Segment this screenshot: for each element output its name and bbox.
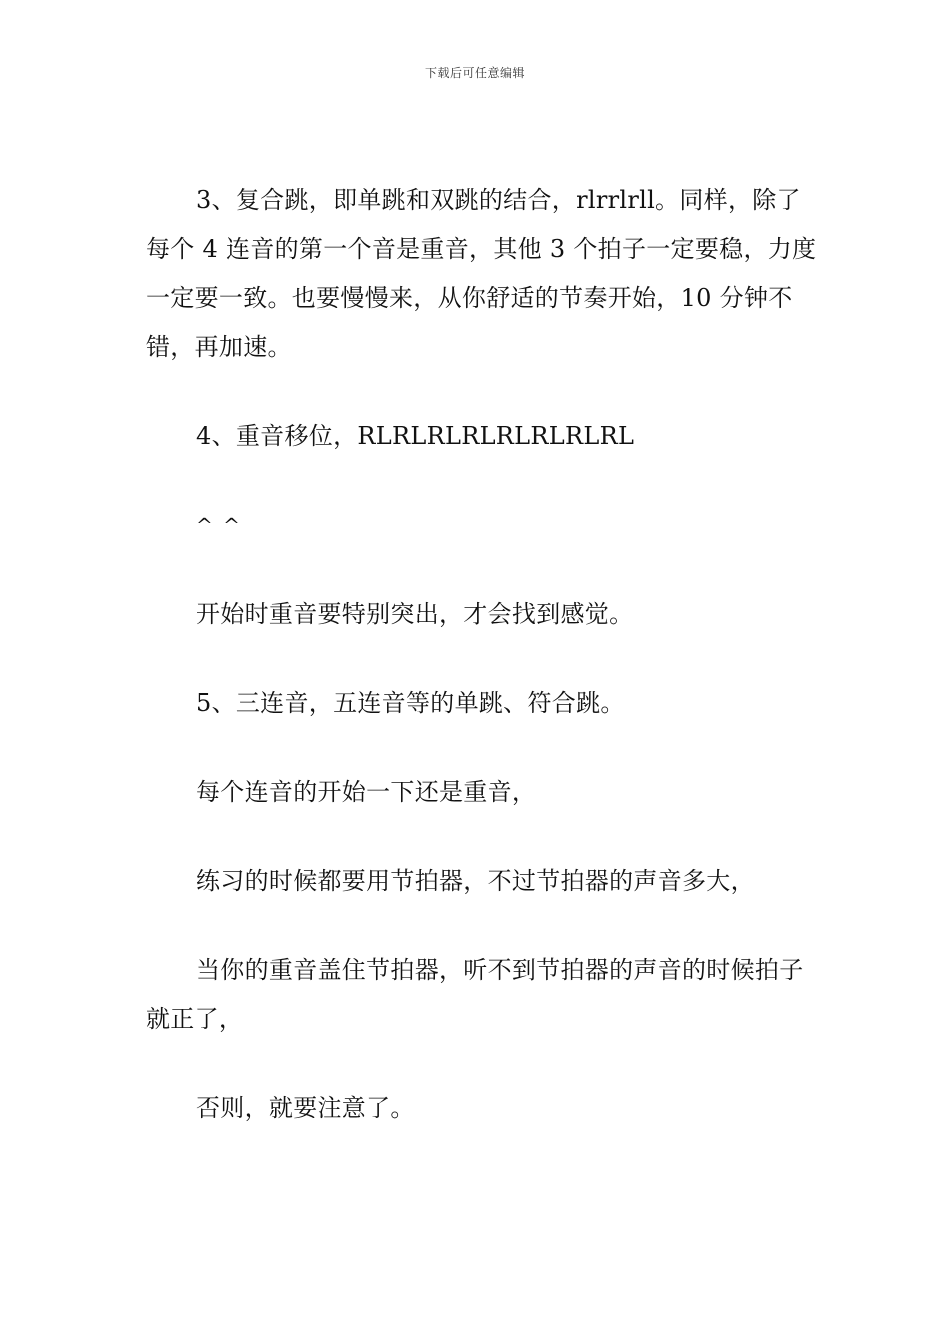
paragraph-metronome: 练习的时候都要用节拍器，不过节拍器的声音多大， <box>196 867 755 895</box>
paragraph-accent-shift: 4、重音移位，RLRLRLRLRLRLRLRL <box>196 422 635 450</box>
document-body <box>146 176 822 1133</box>
paragraph-tuplet-start: 每个连音的开始一下还是重音， <box>196 778 537 806</box>
paragraph-cover-metronome: 当你的重音盖住节拍器，听不到节拍器的声音的时候拍子就正了， <box>146 956 804 1033</box>
paragraph-otherwise: 否则，就要注意了。 <box>196 1094 415 1122</box>
paragraph-accent-emphasis: 开始时重音要特别突出，才会找到感觉。 <box>196 600 634 628</box>
paragraph-triplets: 5、三连音，五连音等的单跳、符合跳。 <box>196 689 625 717</box>
paragraph-compound-stroke: 3、复合跳，即单跳和双跳的结合，rlrrlrll。同样，除了每个 4 连音的第一个音是重音，其他 3 个拍子一定要稳，力度一定要一致。也要慢慢来，从你舒适的节奏开始，10 分钟不错，再加速。 <box>146 186 817 361</box>
accent-marks: ^ ^ <box>196 513 242 537</box>
page-header: 下载后可任意编辑 <box>424 66 525 80</box>
